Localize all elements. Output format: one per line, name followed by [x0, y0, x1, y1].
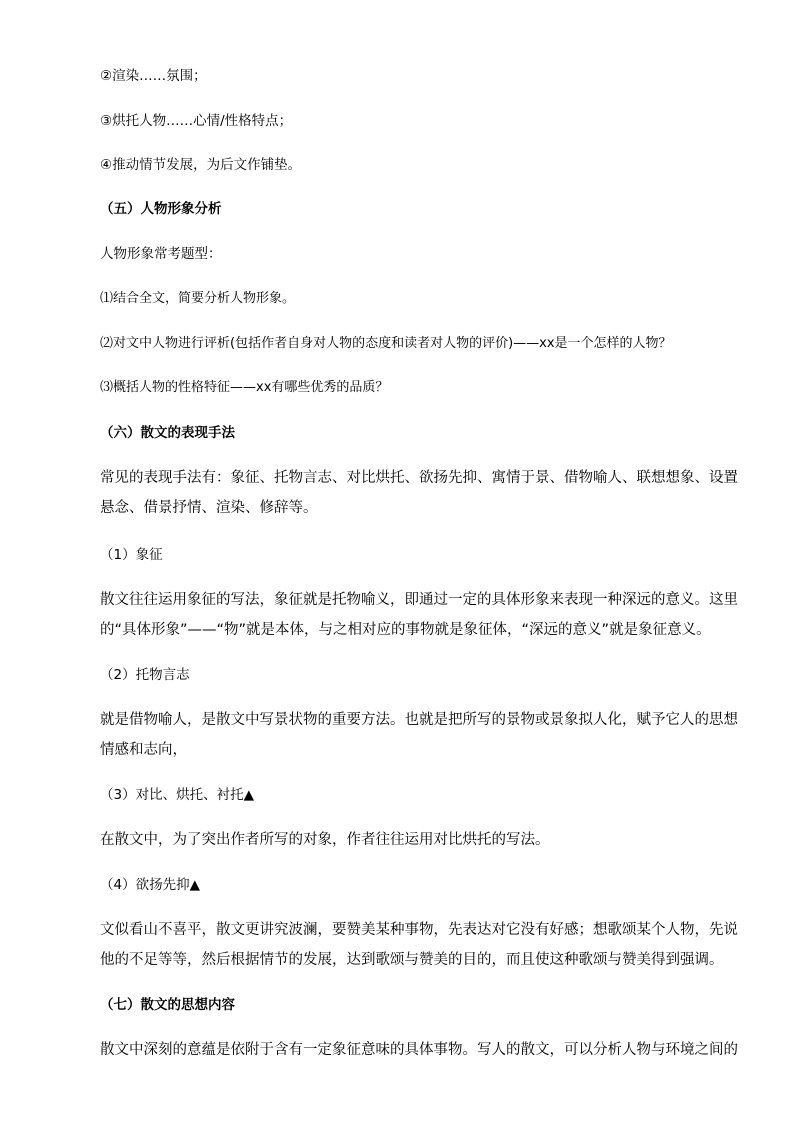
question-2: ⑵对文中人物进行评析(包括作者自身对人物的态度和读者对人物的评价)——xx是一个怎样的人物？: [100, 336, 672, 351]
paragraph-line: 悬念、借景抒情、渲染、修辞等。: [100, 500, 318, 516]
paragraph: [100, 1035, 738, 1065]
paragraph: [100, 825, 730, 855]
paragraph: [100, 705, 738, 765]
section-heading-7: （七）散文的思想内容: [100, 997, 235, 1013]
subheading-4: （4）欲扬先抑▲: [100, 877, 200, 893]
text-line: ②渲染……氛围；: [100, 68, 207, 84]
paragraph-line: 他的不足等等，然后根据情节的发展，达到歌颂与赞美的目的，而且使这种歌颂与赞美得到强调。: [100, 952, 724, 968]
question-1: ⑴结合全文，简要分析人物形象。: [100, 291, 296, 306]
text-line: ③烘托人物……心情/性格特点；: [100, 113, 293, 129]
paragraph: [100, 463, 738, 523]
paragraph-line: 在散文中，为了突出作者所写的对象，作者往往运用对比烘托的写法。: [100, 832, 550, 848]
text-line: 人物形象常考题型：: [100, 246, 222, 262]
paragraph-line: 常见的表现手法有：象征、托物言志、对比烘托、欲扬先抑、寓情于景、借物喻人、联想想象、设置: [100, 470, 738, 486]
paragraph-line: 的“具体形象”——“物”就是本体，与之相对应的事物就是象征体，“深远的意义”就是象征意义。: [100, 622, 711, 638]
subheading-1: （1）象征: [100, 547, 163, 563]
section-heading-6: （六）散文的表现手法: [100, 425, 235, 441]
subheading-2: （2）托物言志: [100, 667, 190, 683]
paragraph-line: 散文中深刻的意蕴是依附于含有一定象征意味的具体事物。写人的散文，可以分析人物与环境之间的: [100, 1042, 738, 1058]
paragraph-line: 散文往往运用象征的写法，象征就是托物喻义，即通过一定的具体形象来表现一种深远的意义。这里: [100, 592, 738, 608]
paragraph: [100, 915, 738, 975]
paragraph-line: 情感和志向，: [100, 742, 187, 758]
paragraph-line: 就是借物喻人，是散文中写景状物的重要方法。也就是把所写的景物或景象拟人化，赋予它人的思想: [100, 712, 738, 728]
question-3: ⑶概括人物的性格特征——xx有哪些优秀的品质？: [100, 380, 389, 395]
section-heading-5: （五）人物形象分析: [100, 201, 222, 217]
paragraph: [100, 585, 738, 645]
text-line: ④推动情节发展，为后文作铺垫。: [100, 157, 302, 173]
paragraph-line: 文似看山不喜平，散文更讲究波澜，要赞美某种事物，先表达对它没有好感；想歌颂某个人物，先说: [100, 922, 738, 938]
subheading-3: （3）对比、烘托、衬托▲: [100, 787, 254, 803]
